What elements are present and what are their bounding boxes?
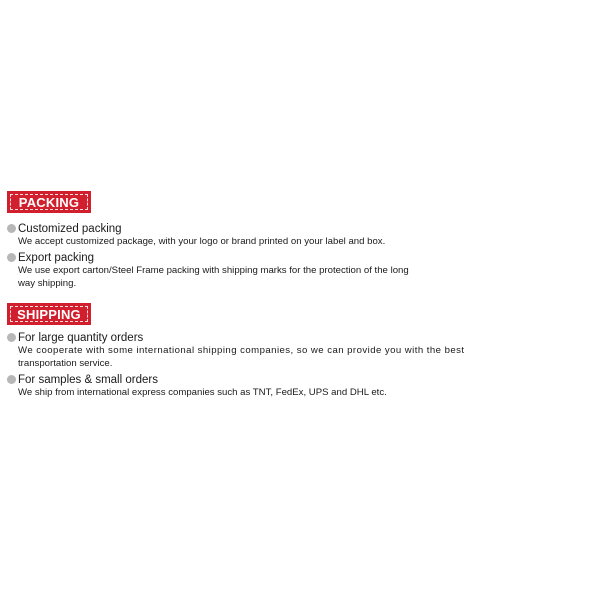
list-item-samples-small-orders [7, 373, 387, 400]
description-line: We cooperate with some international shipping companies, so we can provide you with the best [18, 345, 465, 356]
description-line: way shipping. [18, 277, 77, 289]
packing-heading: PACKING [18, 194, 80, 210]
list-item-customized-packing [7, 222, 385, 249]
description-line: transportation service. [18, 357, 113, 369]
bullet-icon [7, 333, 16, 342]
description-line: We ship from international express companies such as TNT, FedEx, UPS and DHL etc. [18, 387, 387, 398]
item-title: For samples & small orders [18, 373, 158, 386]
item-header [7, 251, 409, 264]
item-header [7, 331, 465, 344]
bullet-icon [7, 253, 16, 262]
item-header [7, 373, 387, 386]
bullet-icon [7, 224, 16, 233]
description-line: We use export carton/Steel Frame packing with shipping marks for the protection of the long [18, 265, 409, 276]
item-title: Customized packing [18, 222, 122, 235]
shipping-heading: SHIPPING [17, 306, 81, 322]
item-title: For large quantity orders [18, 331, 144, 344]
bullet-icon [7, 375, 16, 384]
item-title: Export packing [18, 251, 95, 264]
item-description [18, 265, 409, 290]
list-item-large-quantity-orders [7, 331, 465, 370]
packing-section-badge [7, 191, 91, 213]
list-item-export-packing [7, 251, 409, 290]
item-header [7, 222, 385, 235]
item-description [18, 345, 465, 370]
item-description [18, 236, 385, 249]
item-description [18, 387, 387, 400]
description-line: We accept customized package, with your logo or brand printed on your label and box. [18, 236, 386, 247]
shipping-section-badge [7, 303, 91, 325]
